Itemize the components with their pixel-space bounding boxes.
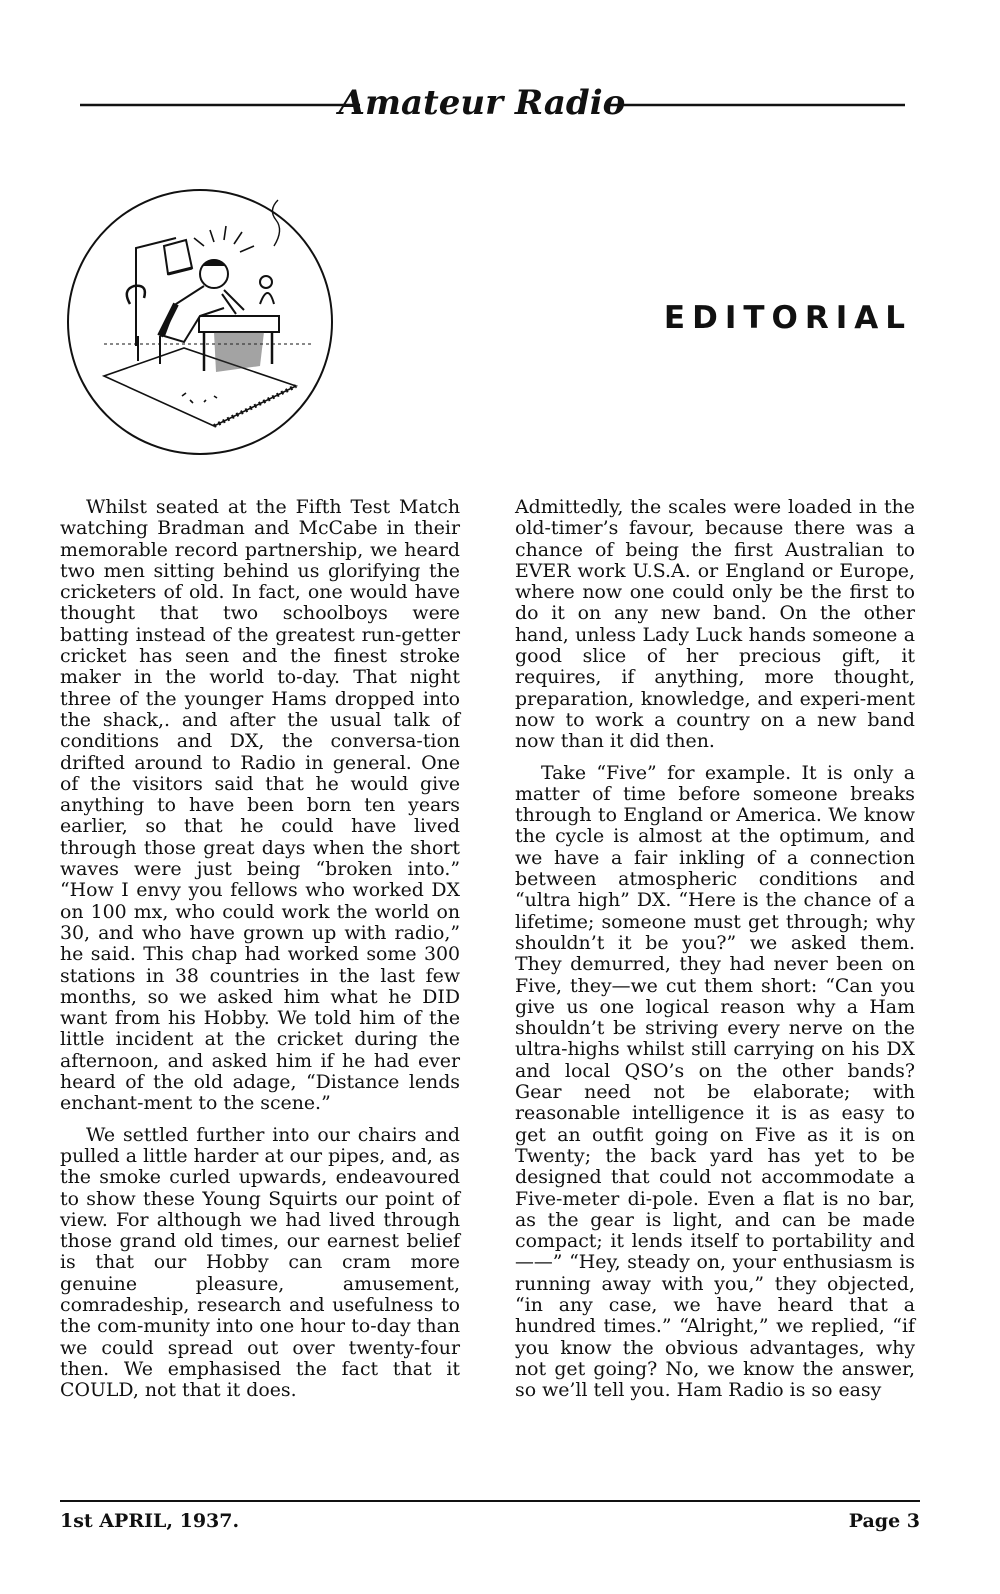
page-number: Page 3 bbox=[848, 1510, 920, 1532]
footer-date: 1st APRIL, 1937. bbox=[60, 1510, 240, 1532]
article-paragraph: We settled further into our chairs and pulled a little harder at our pipes, and, as the smoke curled upwards, endeavoured to show these Young Squirts our point of view. For although we had lived through those grand old times, our earnest belief is that our Hobby can cram more genuine pleasure, amusement, comradeship, research and usefulness to the com-munity into one hour to-day than we could spread out over twenty-four then. We emphasised the fact that it COULD, not that it does. bbox=[60, 1123, 460, 1402]
section-title: EDITORIAL bbox=[663, 300, 912, 336]
article-paragraph: Admittedly, the scales were loaded in the old-timer’s favour, because there was a chance of being the first Australian to EVER work U.S.A. or England or Europe, where now one could only be the first to do it on any new band. On the other hand, unless Lady Luck hands someone a good slice of her precious gift, it requires, if anything, more thought, preparation, knowledge, and experi-ment now to work a country on a new band now than it did then. bbox=[515, 496, 915, 753]
masthead bbox=[80, 74, 905, 134]
masthead-title: Amateur Radio bbox=[338, 83, 626, 123]
footer-rule bbox=[60, 1500, 920, 1502]
article-paragraph: Whilst seated at the Fifth Test Match watching Bradman and McCabe in their memorable record partnership, we heard two men sitting behind us glorifying the cricketers of old. In fact, one would have thought that two schoolboys were batting instead of the greatest run-getter cricket has seen and the finest stroke maker in the world to-day. That night three of the younger Hams dropped into the shack,. and after the usual talk of conditions and DX, the conversa-tion drifted around to Radio in general. One of the visitors said that he would give anything to have been born ten years earlier, so that he could have lived through those great days when the short waves were just being “broken into.” “How I envy you fellows who worked DX on 100 mx, who could work the world on 30, and who have grown up with radio,” he said. This chap had worked some 300 stations in 38 countries in the last few months, so we asked him what he DID want from his Hobby. We told him of the little incident at the cricket during the afternoon, and asked him if he had ever heard of the old adage, “Distance lends enchant-ment to the scene.” bbox=[60, 496, 460, 1115]
article-column-left bbox=[60, 497, 460, 1411]
article-paragraph: Take “Five” for example. It is only a matter of time before someone breaks through to England or America. We know the cycle is almost at the optimum, and we have a fair inkling of a connection between atmospheric conditions and “ultra high” DX. “Here is the chance of a lifetime; someone must get through; why shouldn’t it be you?” we asked them. They demurred, they had never been on Five, they—we cut them short: “Can you give us one logical reason why a Ham shouldn’t be striving every nerve on the ultra-highs whilst still carrying on his DX and local QSO’s on the other bands? Gear need not be elaborate; with reasonable intelligence it is as easy to get an outfit going on Five as it is on Twenty; the back yard has yet to be designed that could not accommodate a Five-meter di-pole. Even a flat is no bar, as the gear is light, and can be made compact; it lends itself to portability and——” “Hey, steady on, your enthusiasm is running away with you,” they objected, “in any case, we have heard that a hundred times.” “Alright,” we replied, “if you know the obvious advantages, why not get going? No, we know the answer, so we’ll tell you. Ham Radio is so easy bbox=[515, 761, 915, 1402]
article-column-right bbox=[515, 497, 915, 1411]
editorial-illustration bbox=[64, 186, 336, 458]
masthead-logo bbox=[80, 74, 905, 134]
ham-operator-at-desk-icon bbox=[64, 186, 336, 458]
